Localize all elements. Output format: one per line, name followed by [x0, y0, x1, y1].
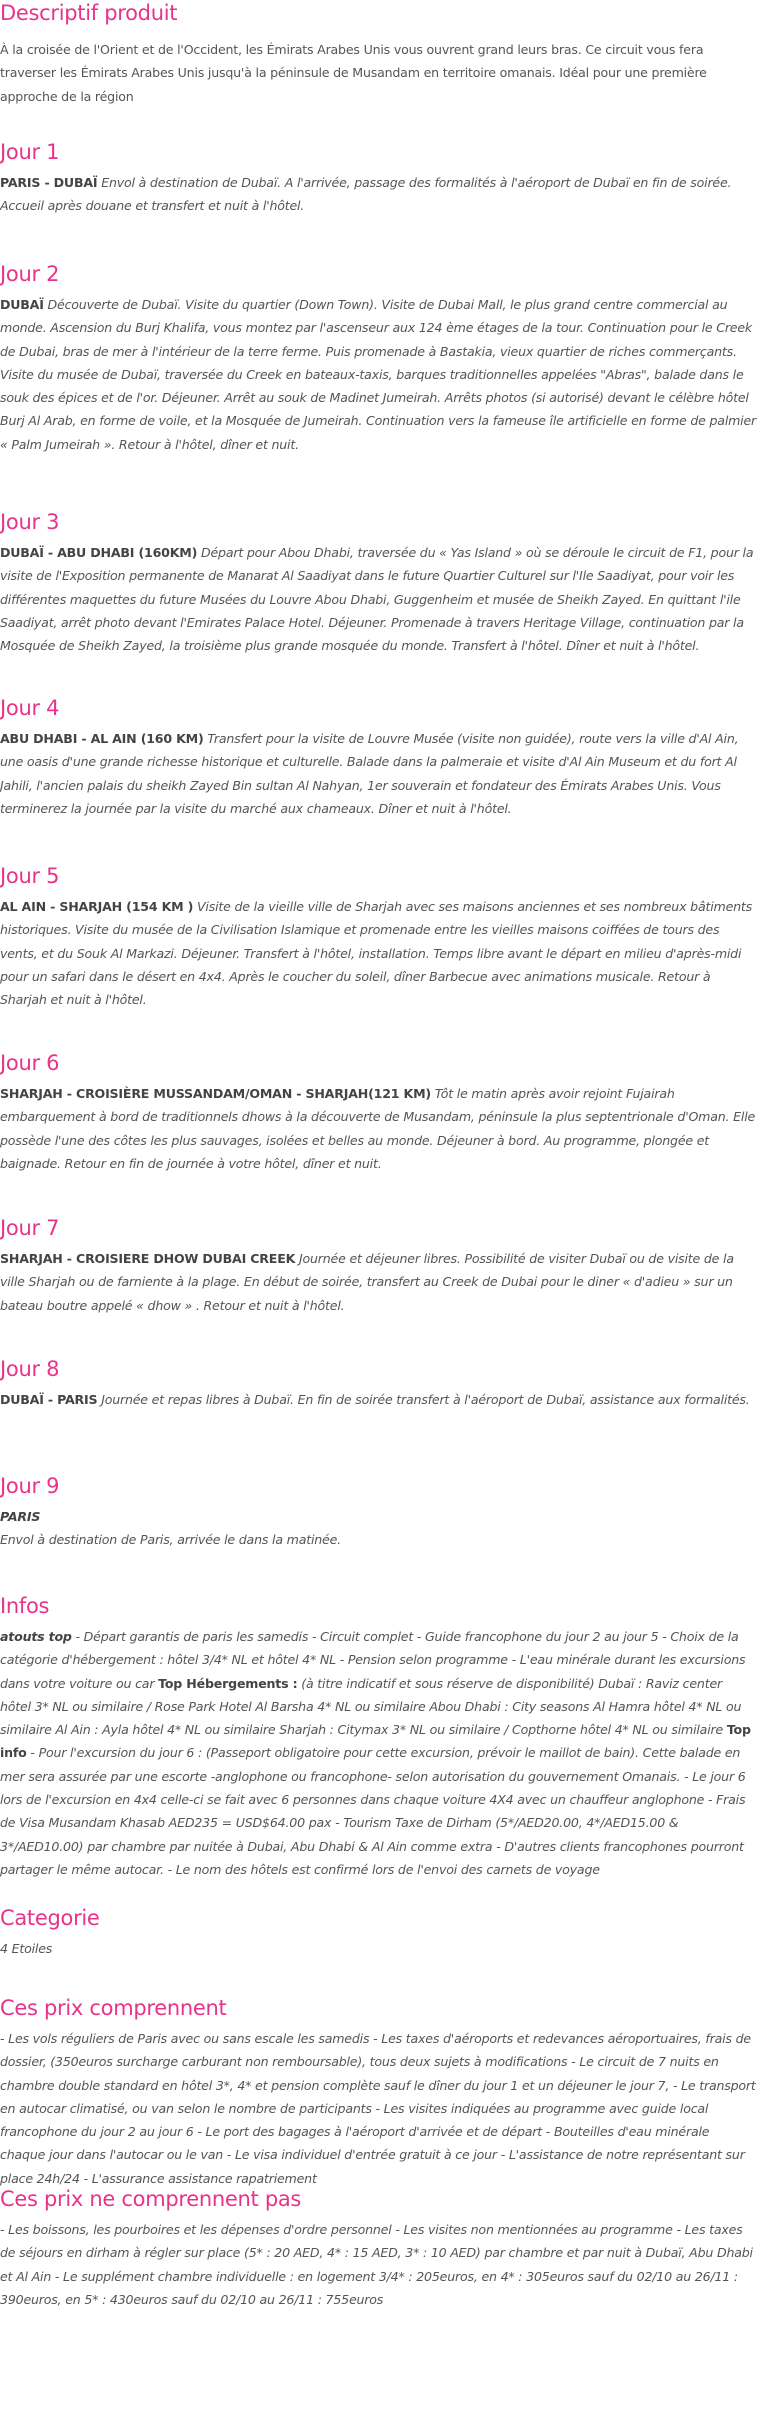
- day-description: Transfert pour la visite de Louvre Musée (visite non guidée), route vers la ville d'Al Ain, une oasis d'une grande richesse historique et culturelle. Balade dans la palmeraie et visite d'Al Ain Museum et du fort Al Jahili, l'ancien palais du sheikh Zayed Bin sultan Al Nahyan, 1er souverain et fondateur des Émirats Arabes Unis. Vous terminerez la journée par la visite du marché aux chameaux. Dîner et nuit à l'hôtel.: [0, 731, 739, 816]
- day-text: [0, 727, 756, 820]
- infos-atouts-text: - Départ garantis de paris les samedis - Circuit complet - Guide francophone du jour 2 au jour 5 - Choix de la catégorie d'hébergement : hôtel 3/4* NL et hôtel 4* NL - Pension selon programme - L'eau minérale durant les excursions dans votre voiture ou car: [0, 1629, 746, 1691]
- day-text: [0, 171, 756, 218]
- day-description: Départ pour Abou Dhabi, traversée du « Yas Island » où se déroule le circuit de F1, pour la visite de l'Exposition permanente de Manarat Al Saadiyat dans le future Quartier Culturel sur l'Ile Saadiyat, pour voir les différentes maquettes du future Musées du Louvre Abou Dhabi, Guggenheim et musée de Sheikh Zayed. En quittant l'ile Saadiyat, arrêt photo devant l'Emirates Palace Hotel. Déjeuner. Promenade à travers Heritage Village, continuation par la Mosquée de Sheikh Zayed, la troisième plus grande mosquée du monde. Transfert à l'hôtel. Dîner et nuit à l'hôtel.: [0, 545, 754, 654]
- infos-atouts-label: atouts top: [0, 1629, 72, 1644]
- day-description: Visite de la vieille ville de Sharjah avec ses maisons anciennes et ses nombreux bâtiments historiques. Visite du musée de la Civilisation Islamique et promenade entre les vieilles maisons coiffées de tours des vents, et du Souk Al Markazi. Déjeuner. Transfert à l'hôtel, installation. Temps libre avant le départ en milieu d'après-midi pour un safari dans le désert en 4x4. Après le coucher du soleil, dîner Barbecue avec animations musicale. Retour à Sharjah et nuit à l'hôtel.: [0, 899, 752, 1008]
- day-title: Jour 9: [0, 1474, 60, 1498]
- necomprennent-section: [0, 2186, 756, 2311]
- necomprennent-text: - Les boissons, les pourboires et les dépenses d'ordre personnel - Les visites non mentionnées au programme - Les taxes de séjours en dirham à régler sur place (5* : 20 AED, 4* : 15 AED, 3* : 10 AED) par chambre et par nuit à Dubaï, Abu Dhabi et Al Ain - Le supplément chambre individuelle : en logement 3/4* : 205euros, en 4* : 305euros sauf du 02/10 au 26/11 : 390euros, en 5* : 430euros sauf du 02/10 au 26/11 : 755euros: [0, 2222, 753, 2307]
- infos-section: [0, 1593, 756, 1905]
- day-title: Jour 1: [0, 140, 60, 164]
- necomprennent-title: Ces prix ne comprennent pas: [0, 2187, 302, 2211]
- day-route: DUBAÏ - PARIS: [0, 1392, 98, 1407]
- infos-title: Infos: [0, 1594, 50, 1618]
- day-route: PARIS: [0, 1509, 41, 1524]
- descriptif-title: Descriptif produit: [0, 1, 178, 25]
- day-description: Journée et repas libres à Dubaï. En fin de soirée transfert à l'aéroport de Dubaï, assistance aux formalités.: [101, 1392, 750, 1407]
- day-route: AL AIN - SHARJAH (154 KM ): [0, 899, 194, 914]
- comprennent-text: - Les vols réguliers de Paris avec ou sans escale les samedis - Les taxes d'aéroports et redevances aéroportuaires, frais de dossier, (350euros surcharge carburant non remboursable), tous deux sujets à modifications - Le circuit de 7 nuits en chambre double standard en hôtel 3*, 4* et pension complète sauf le dîner du jour 1 et un déjeuner le jour 7, - Le transport en autocar climatisé, ou van selon le nombre de participants - Les visites indiquées au programme avec guide local francophone du jour 2 au jour 6 - Le port des bagages à l'aéroport d'arrivée et de départ - Bouteilles d'eau minérale chaque jour dans l'autocar ou le van - Le visa individuel d'entrée gratuit à ce jour - L'assistance de notre représentant sur place 24h/24 - L'assurance assistance rapatriement: [0, 2031, 756, 2186]
- infos-topinfo-label: Top info: [0, 1722, 751, 1761]
- day-route: SHARJAH - CROISIERE DHOW DUBAI CREEK: [0, 1251, 296, 1266]
- day-title: Jour 7: [0, 1216, 60, 1240]
- day-route: DUBAÏ - ABU DHABI (160KM): [0, 545, 198, 560]
- day-description: Envol à destination de Dubaï. A l'arrivée, passage des formalités à l'aéroport de Dubaï en fin de soirée. Accueil après douane et transfert et nuit à l'hôtel.: [0, 175, 732, 214]
- day-7: [0, 1215, 756, 1356]
- itinerary: [0, 139, 756, 1593]
- day-description: Journée et déjeuner libres. Possibilité de visiter Dubaï ou de visite de la ville Sharjah ou de farniente à la plage. En début de soirée, transfert au Creek de Dubai pour le diner « d'adieu » sur un bateau boutre appelé « dhow » . Retour et nuit à l'hôtel.: [0, 1251, 734, 1313]
- day-description: Tôt le matin après avoir rejoint Fujairah embarquement à bord de traditionnels dhows à la découverte de Musandam, péninsule la plus septentrionale d'Oman. Elle possède l'une des côtes les plus sauvages, isolées et belles au monde. Déjeuner à bord. Au programme, plongée et baignade. Retour en fin de journée à votre hôtel, dîner et nuit.: [0, 1086, 756, 1171]
- day-title: Jour 8: [0, 1357, 60, 1381]
- day-5: [0, 863, 756, 1050]
- day-route: ABU DHABI - AL AIN (160 KM): [0, 731, 204, 746]
- day-title: Jour 5: [0, 864, 60, 888]
- categorie-section: [0, 1905, 756, 1995]
- day-text: [0, 1388, 756, 1411]
- day-title: Jour 4: [0, 696, 60, 720]
- day-2: [0, 261, 756, 509]
- day-title: Jour 6: [0, 1051, 60, 1075]
- infos-hebergements-label: Top Hébergements :: [158, 1675, 298, 1691]
- day-text: [0, 1082, 756, 1175]
- descriptif-text: À la croisée de l'Orient et de l'Occident, les Émirats Arabes Unis vous ouvrent grand leurs bras. Ce circuit vous fera traverser les Émirats Arabes Unis jusqu'à la péninsule de Musandam en territoire omanais. Idéal pour une première approche de la région: [0, 42, 707, 104]
- day-description: Envol à destination de Paris, arrivée le dans la matinée.: [0, 1532, 341, 1548]
- day-route: DUBAÏ: [0, 297, 44, 312]
- day-4: [0, 695, 756, 863]
- day-title: Jour 2: [0, 262, 60, 286]
- day-text: [0, 1505, 756, 1552]
- descriptif-section: [0, 0, 756, 139]
- comprennent-title: Ces prix comprennent: [0, 1996, 227, 2020]
- day-text: [0, 541, 756, 657]
- day-description: Découverte de Dubaï. Visite du quartier (Down Town). Visite de Dubai Mall, le plus grand centre commercial au monde. Ascension du Burj Khalifa, vous montez par l'ascenseur aux 124 ème étages de la tour. Continuation pour le Creek de Dubai, bras de mer à l'intérieur de la terre ferme. Puis promenade à Bastakia, vieux quartier de riches commerçants. Visite du musée de Dubaï, traversée du Creek en bateaux-taxis, barques traditionnelles appelées "Abras", balade dans le souk des épices et de l'or. Déjeuner. Arrêt au souk de Madinet Jumeirah. Arrêts photos (si autorisé) devant le célèbre hôtel Burj Al Arab, en forme de voile, et la Mosquée de Jumeirah. Continuation vers la fameuse île artificielle en forme de palmier « Palm Jumeirah ». Retour à l'hôtel, dîner et nuit.: [0, 297, 757, 452]
- categorie-title: Categorie: [0, 1906, 100, 1930]
- day-text: [0, 1247, 756, 1317]
- comprennent-section: [0, 1995, 756, 2186]
- day-route: PARIS - DUBAÏ: [0, 175, 98, 190]
- categorie-text: 4 Etoiles: [0, 1941, 53, 1956]
- infos-topinfo-text: - Pour l'excursion du jour 6 : (Passeport obligatoire pour cette excursion, prévoir le maillot de bain). Cette balade en mer sera assurée par une escorte -anglophone ou francophone- selon autorisation du gouvernement Omanais. - Le jour 6 lors de l'excursion en 4x4 celle-ci se fait avec 6 personnes dans chaque voiture 4X4 avec un chauffeur anglophone - Frais de Visa Musandam Khasab AED235 = USD$64.00 pax - Tourism Taxe de Dirham (5*/AED20.00, 4*/AED15.00 & 3*/AED10.00) par chambre par nuitée à Dubai, Abu Dhabi & Al Ain comme extra - D'autres clients francophones pourront partager le même autocar. - Le nom des hôtels est confirmé lors de l'envoi des carnets de voyage: [0, 1745, 746, 1877]
- infos-hebergements-text: (à titre indicatif et sous réserve de disponibilité) Dubaï : Raviz center hôtel 3* NL ou similaire / Rose Park Hotel Al Barsha 4* NL ou similaire Abou Dhabi : City seasons Al Hamra hôtel 4* NL ou similaire Al Ain : Ayla hôtel 4* NL ou similaire Sharjah : Citymax 3* NL ou similaire / Copthorne hôtel 4* NL ou similaire: [0, 1675, 742, 1738]
- day-text: [0, 895, 756, 1011]
- day-title: Jour 3: [0, 510, 60, 534]
- day-text: [0, 293, 756, 456]
- day-1: [0, 139, 756, 261]
- day-route: SHARJAH - CROISIÈRE MUSSANDAM/OMAN - SHARJAH(121 KM): [0, 1086, 431, 1101]
- day-8: [0, 1356, 756, 1473]
- day-3: [0, 509, 756, 695]
- day-6: [0, 1050, 756, 1215]
- infos-text: [0, 1625, 756, 1881]
- day-9: [0, 1473, 756, 1593]
